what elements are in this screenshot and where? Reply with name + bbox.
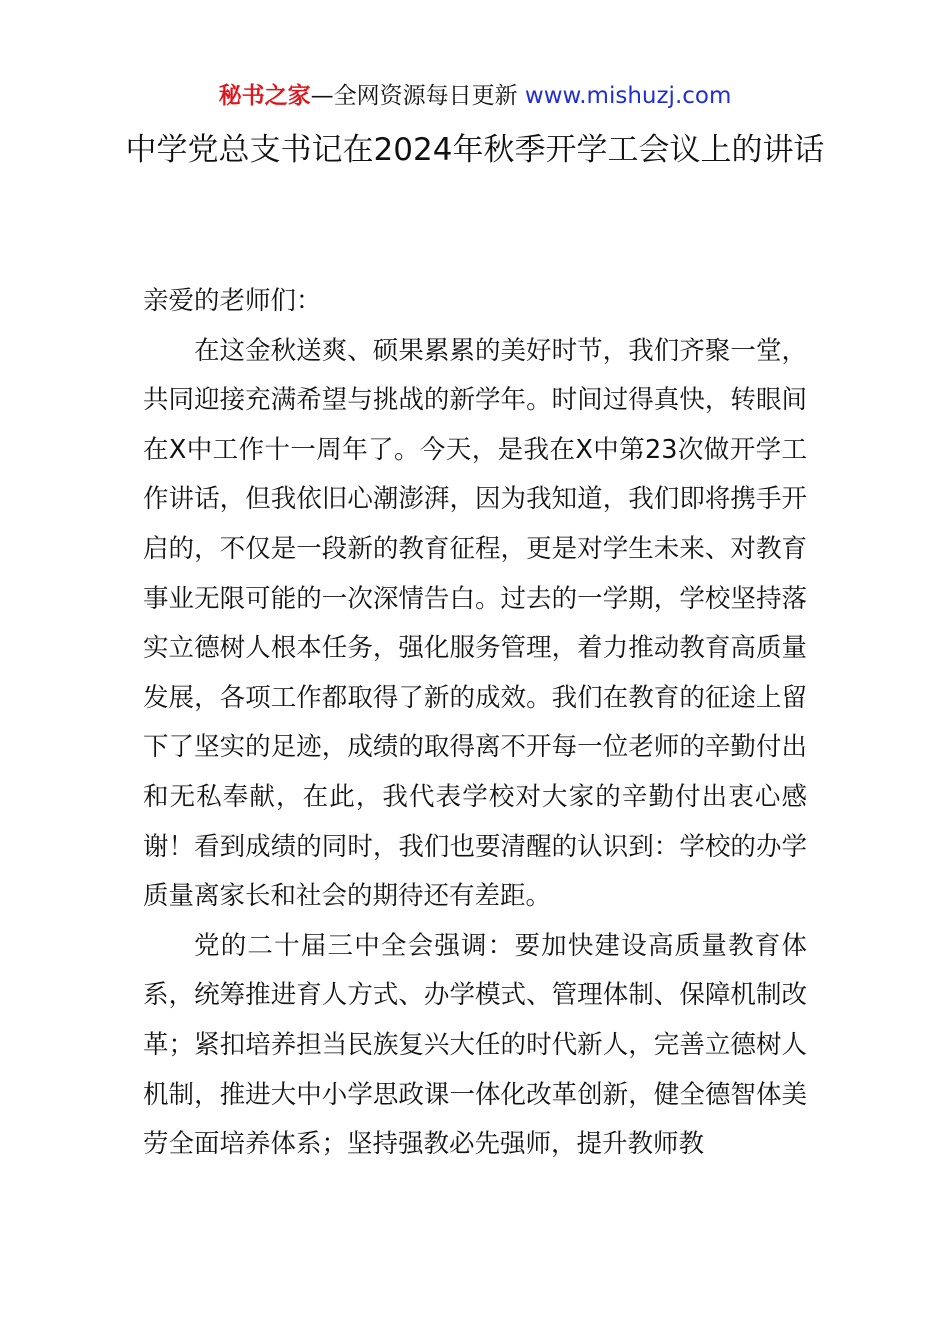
- document-body: [143, 277, 807, 1170]
- site-tagline: —全网资源每日更新: [310, 83, 525, 109]
- site-header: [0, 78, 950, 114]
- salutation: 亲爱的老师们：: [143, 286, 322, 316]
- paragraph: 党的二十届三中全会强调：要加快建设高质量教育体系，统筹推进育人方式、办学模式、管理体制、保障机制改革；紧扣培养担当民族复兴大任的时代新人，完善立德树人机制，推进大中小学思政课一体化改革创新，健全德智体美劳全面培养体系；坚持强教必先强师，提升教师教: [143, 930, 807, 1160]
- paragraph: 在这金秋送爽、硕果累累的美好时节，我们齐聚一堂，共同迎接充满希望与挑战的新学年。时间过得真快，转眼间在X中工作十一周年了。今天，是我在X中第23次做开学工作讲话，但我依旧心潮澎湃，因为我知道，我们即将携手开启的，不仅是一段新的教育征程，更是对学生未来、对教育事业无限可能的一次深情告白。过去的一学期，学校坚持落实立德树人根本任务，强化服务管理，着力推动教育高质量发展，各项工作都取得了新的成效。我们在教育的征途上留下了坚实的足迹，成绩的取得离不开每一位老师的辛勤付出和无私奉献，在此，我代表学校对大家的辛勤付出衷心感谢！看到成绩的同时，我们也要清醒的认识到：学校的办学质量离家长和社会的期待还有差距。: [143, 335, 807, 912]
- site-brand: 秘书之家: [218, 83, 311, 109]
- document-title: 中学党总支书记在2024年秋季开学工会议上的讲话: [125, 132, 825, 168]
- site-url-link[interactable]: www.mishuzj.com: [524, 83, 732, 109]
